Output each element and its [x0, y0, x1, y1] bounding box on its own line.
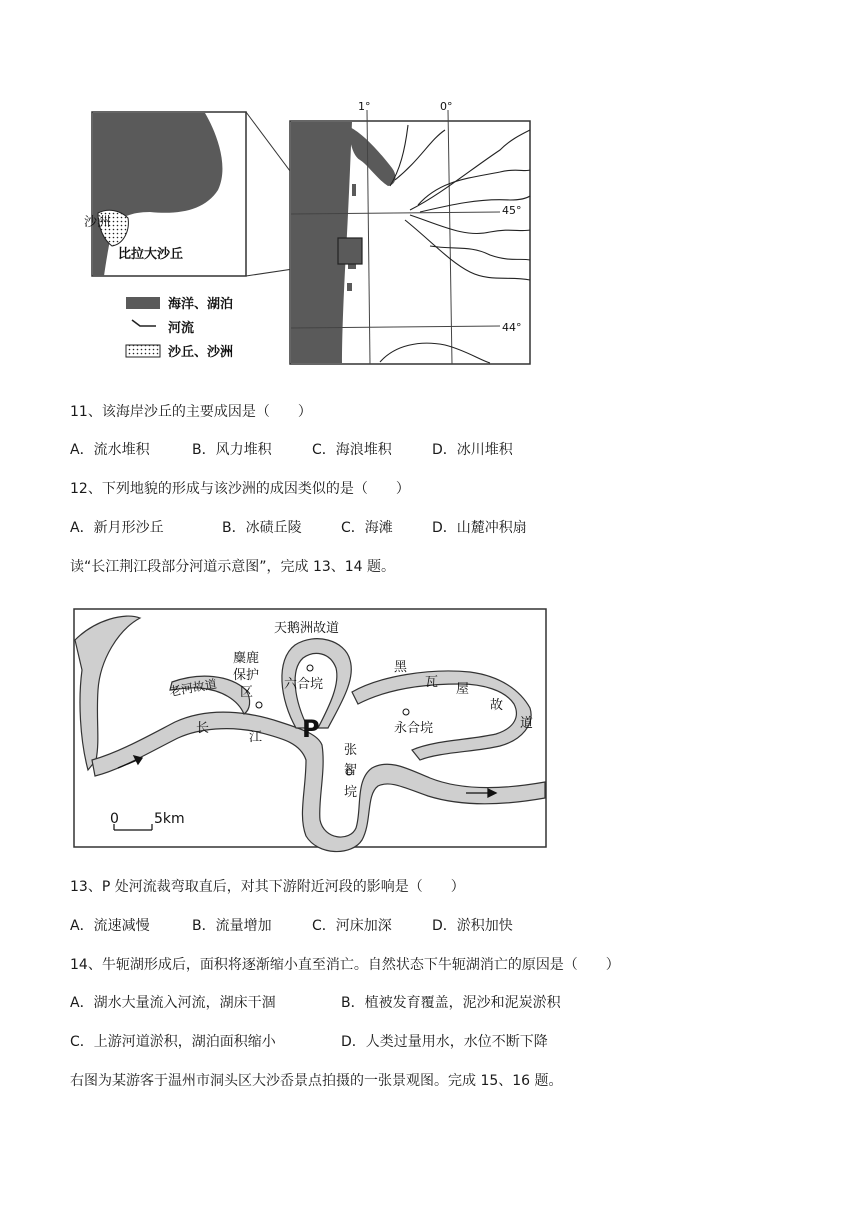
- q14-option-b[interactable]: B．植被发育覆盖，泥沙和泥炭淤积: [341, 995, 561, 1011]
- liuhe-label: 六合垸: [284, 677, 324, 692]
- zhang-label: 张: [344, 743, 358, 758]
- laohe-label: 老河故道: [168, 676, 218, 699]
- jiang-label: 江: [249, 730, 263, 745]
- legend-sea-swatch: [126, 297, 160, 309]
- q14-option-d[interactable]: D．人类过量用水，水位不断下降: [341, 1034, 548, 1050]
- question-12-stem: 12、下列地貌的形成与该沙洲的成因类似的是（ ）: [70, 481, 410, 497]
- scale-km-label: 5km: [154, 811, 185, 827]
- milu-label-1: 麋鹿: [233, 651, 260, 666]
- q11-option-a[interactable]: A．流水堆积: [70, 442, 150, 458]
- hei-label: 黑: [394, 660, 408, 675]
- q13-option-c[interactable]: C．河床加深: [312, 918, 392, 934]
- q14-option-a[interactable]: A．湖水大量流入河流，湖床干涸: [70, 995, 276, 1011]
- zhi-label: 智: [344, 763, 358, 778]
- q12-option-b[interactable]: B．冰碛丘陵: [222, 520, 302, 536]
- liuhe-dot: [307, 665, 313, 671]
- legend-sea-label: 海洋、湖泊: [168, 297, 234, 312]
- question-14-stem: 14、牛轭湖形成后，面积将逐渐缩小直至消亡。自然状态下牛轭湖消亡的原因是（ ）: [70, 957, 620, 973]
- latitude-label-45: 45°: [502, 204, 522, 217]
- dao-label: 道: [520, 716, 534, 731]
- legend-dune-swatch: [126, 345, 160, 357]
- milu-label-3: 区: [240, 685, 254, 700]
- sandbar-label: 沙洲: [84, 215, 111, 230]
- question-11-stem: 11、该海岸沙丘的主要成因是（ ）: [70, 404, 312, 420]
- legend-river-swatch: [132, 320, 156, 326]
- yuan-label: 垸: [344, 785, 358, 800]
- milu-dot: [256, 702, 262, 708]
- dune-location-box: [338, 238, 362, 264]
- yonghe-dot: [403, 709, 409, 715]
- intro-13-14: 读“长江荆江段部分河道示意图”，完成 13、14 题。: [70, 559, 396, 575]
- q13-option-b[interactable]: B．流量增加: [192, 918, 272, 934]
- milu-label-2: 保护: [233, 668, 260, 683]
- lake: [347, 283, 352, 291]
- q12-option-a[interactable]: A．新月形沙丘: [70, 520, 164, 536]
- intro-15-16: 右图为某游客于温州市洞头区大沙岙景点拍摄的一张景观图。完成 15、16 题。: [70, 1073, 563, 1089]
- point-p-label: P: [302, 715, 320, 743]
- chang-label: 长: [196, 721, 210, 736]
- legend-dune-label: 沙丘、沙洲: [168, 345, 234, 360]
- q13-option-a[interactable]: A．流速减慢: [70, 918, 150, 934]
- q11-option-d[interactable]: D．冰川堆积: [432, 442, 513, 458]
- yonghe-label: 永合垸: [394, 721, 434, 736]
- river-map-figure: [0, 600, 860, 860]
- tianezhou-label: 天鹅洲故道: [274, 621, 340, 636]
- q11-option-c[interactable]: C．海浪堆积: [312, 442, 392, 458]
- latitude-label-44: 44°: [502, 321, 522, 334]
- question-13-stem: 13、P 处河流裁弯取直后，对其下游附近河段的影响是（ ）: [70, 879, 465, 895]
- scale-zero-label: 0: [110, 811, 119, 827]
- q13-option-d[interactable]: D．淤积加快: [432, 918, 513, 934]
- wa-label: 瓦: [425, 675, 439, 690]
- dune-label: 比拉大沙丘: [118, 247, 184, 262]
- q12-option-c[interactable]: C．海滩: [341, 520, 393, 536]
- lake: [352, 184, 356, 196]
- q14-option-c[interactable]: C．上游河道淤积，湖泊面积缩小: [70, 1034, 276, 1050]
- gu-label: 故: [490, 698, 504, 713]
- q11-option-b[interactable]: B．风力堆积: [192, 442, 272, 458]
- legend-river-label: 河流: [168, 321, 195, 336]
- dune-map-figure: [0, 0, 860, 380]
- longitude-label-0: 0°: [440, 100, 453, 113]
- wu-label: 屋: [456, 682, 470, 697]
- longitude-label-1: 1°: [358, 100, 371, 113]
- q12-option-d[interactable]: D．山麓冲积扇: [432, 520, 527, 536]
